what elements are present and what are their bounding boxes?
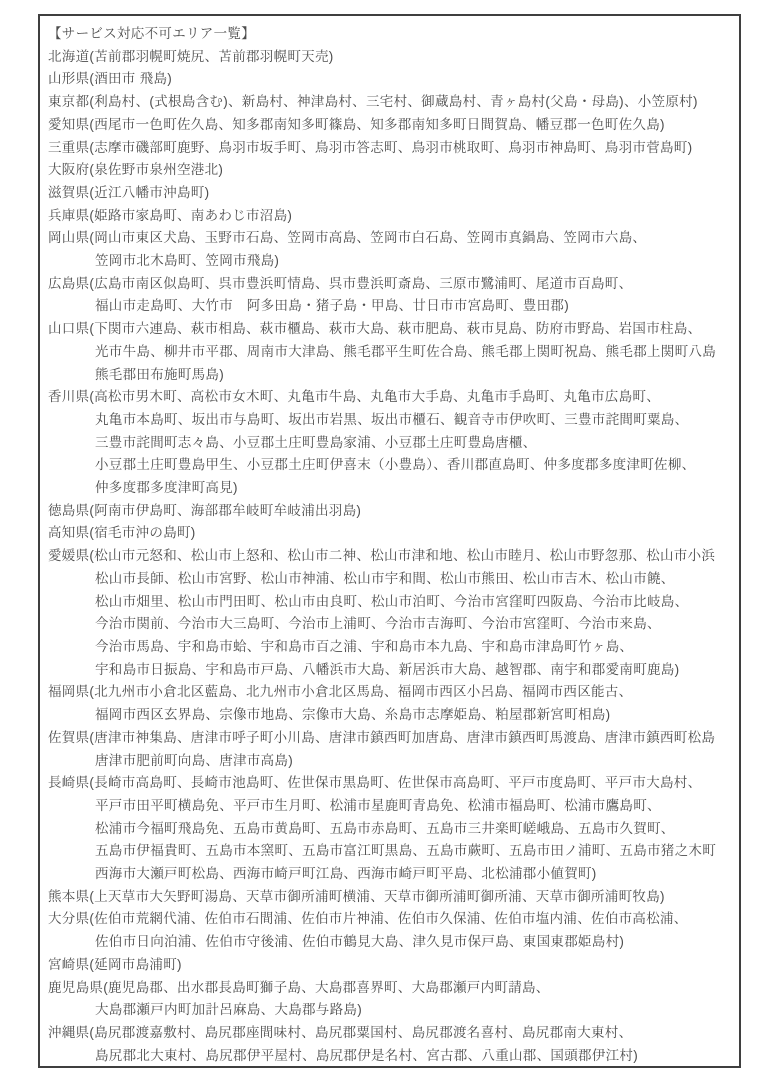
area-line-prefecture: 宮崎県(延岡市島浦町) bbox=[48, 956, 182, 972]
area-line-continuation: 大島郡瀬戸内町加計呂麻島、大島郡与路島) bbox=[95, 1002, 362, 1018]
area-line-continuation: 今治市関前、今治市大三島町、今治市上浦町、今治市吉海町、今治市宮窪町、今治市来島、 bbox=[95, 616, 661, 632]
area-line-continuation: 三豊市詫間町志々島、小豆郡土庄町豊島家浦、小豆郡土庄町豊島唐櫃、 bbox=[95, 434, 537, 450]
area-line-continuation: 西海市大瀬戸町松島、西海市崎戸町江島、西海市崎戸町平島、北松浦郡小値賀町) bbox=[95, 866, 597, 882]
area-line-prefecture: 香川県(高松市男木町、高松市女木町、丸亀市牛島、丸亀市大手島、丸亀市手島町、丸亀市広島町、 bbox=[48, 389, 660, 405]
area-line-prefecture: 鹿児島県(鹿児島郡、出水郡長島町獅子島、大島郡喜界町、大島郡瀬戸内町請島、 bbox=[48, 979, 550, 995]
area-line-prefecture: 山口県(下関市六連島、萩市相島、萩市櫃島、萩市大島、萩市肥島、萩市見島、防府市野島、岩国市柱島、 bbox=[48, 321, 702, 337]
area-line-continuation: 仲多度郡多度津町高見) bbox=[95, 480, 238, 496]
area-line-continuation: 光市牛島、柳井市平郡、周南市大津島、熊毛郡平生町佐合島、熊毛郡上関町祝島、熊毛郡上関町八島 bbox=[95, 343, 716, 359]
area-line-continuation: 宇和島市日振島、宇和島市戸島、八幡浜市大島、新居浜市大島、越智郡、南宇和郡愛南町鹿島) bbox=[95, 661, 680, 677]
page-title: 【サービス対応不可エリア一覧】 bbox=[48, 26, 255, 41]
area-line-prefecture: 兵庫県(姫路市家島町、南あわじ市沼島) bbox=[48, 207, 293, 223]
area-line-continuation: 丸亀市本島町、坂出市与島町、坂出市岩黒、坂出市櫃石、観音寺市伊吹町、三豊市詫間町粟島、 bbox=[95, 411, 689, 427]
area-line-prefecture: 長崎県(長崎市高島町、長崎市池島町、佐世保市黒島町、佐世保市高島町、平戸市度島町、平戸市大島村、 bbox=[48, 775, 702, 791]
service-unavailable-area-document bbox=[38, 14, 741, 1068]
area-line-continuation: 佐伯市日向泊浦、佐伯市守後浦、佐伯市鶴見大島、津久見市保戸島、東国東郡姫島村) bbox=[95, 934, 625, 950]
area-line-continuation: 松浦市今福町飛島免、五島市黄島町、五島市赤島町、五島市三井楽町嵯峨島、五島市久賀町、 bbox=[95, 820, 675, 836]
area-line-continuation: 松山市長師、松山市宮野、松山市神浦、松山市宇和間、松山市熊田、松山市吉木、松山市饒、 bbox=[95, 570, 675, 586]
area-line-prefecture: 熊本県(上天草市大矢野町湯島、天草市御所浦町横浦、天草市御所浦町御所浦、天草市御所浦町牧島) bbox=[48, 888, 665, 904]
area-line-continuation: 小豆郡土庄町豊島甲生、小豆郡土庄町伊喜末（小豊島）、香川郡直島町、仲多度郡多度津町佐柳、 bbox=[95, 457, 696, 473]
area-line-prefecture: 三重県(志摩市磯部町鹿野、鳥羽市坂手町、鳥羽市答志町、鳥羽市桃取町、鳥羽市神島町、鳥羽市菅島町) bbox=[48, 139, 693, 155]
area-line-prefecture: 大分県(佐伯市荒網代浦、佐伯市石間浦、佐伯市片神浦、佐伯市久保浦、佐伯市塩内浦、佐伯市高松浦、 bbox=[48, 911, 688, 927]
area-line-prefecture: 大阪府(泉佐野市泉州空港北) bbox=[48, 162, 224, 178]
area-line-prefecture: 岡山県(岡山市東区犬島、玉野市石島、笠岡市高島、笠岡市白石島、笠岡市真鍋島、笠岡市六島、 bbox=[48, 230, 647, 246]
area-line-prefecture: 山形県(酒田市 飛島) bbox=[48, 71, 173, 87]
area-line-prefecture: 沖縄県(島尻郡渡嘉敷村、島尻郡座間味村、島尻郡粟国村、島尻郡渡名喜村、島尻郡南大東村、 bbox=[48, 1024, 633, 1040]
area-line-prefecture: 北海道(苫前郡羽幌町焼尻、苫前郡羽幌町天売) bbox=[48, 48, 334, 64]
area-line-prefecture: 高知県(宿毛市沖の島町) bbox=[48, 525, 196, 541]
area-line-continuation: 熊毛郡田布施町馬島) bbox=[95, 366, 224, 382]
area-line-prefecture: 佐賀県(唐津市神集島、唐津市呼子町小川島、唐津市鎮西町加唐島、唐津市鎮西町馬渡島、唐津市鎮西町松島 bbox=[48, 729, 716, 745]
area-line-continuation: 唐津市肥前町向島、唐津市高島) bbox=[95, 752, 293, 768]
area-line-continuation: 今治市馬島、宇和島市蛤、宇和島市百之浦、宇和島市本九島、宇和島市津島町竹ヶ島、 bbox=[95, 638, 634, 654]
area-line-prefecture: 愛知県(西尾市一色町佐久島、知多郡南知多町篠島、知多郡南知多町日間賀島、幡豆郡一色町佐久島) bbox=[48, 116, 665, 132]
area-line-prefecture: 愛媛県(松山市元怒和、松山市上怒和、松山市二神、松山市津和地、松山市睦月、松山市野忽那、松山市小浜 bbox=[48, 548, 716, 564]
area-line-prefecture: 徳島県(阿南市伊島町、海部郡牟岐町牟岐浦出羽島) bbox=[48, 502, 362, 518]
area-line-continuation: 笠岡市北木島町、笠岡市飛島) bbox=[95, 253, 280, 269]
area-line-continuation: 福岡市西区玄界島、宗像市地島、宗像市大島、糸島市志摩姫島、粕屋郡新宮町相島) bbox=[95, 707, 611, 723]
area-list bbox=[48, 46, 733, 1068]
area-line-prefecture: 福岡県(北九州市小倉北区藍島、北九州市小倉北区馬島、福岡市西区小呂島、福岡市西区能古、 bbox=[48, 684, 633, 700]
area-line-continuation: 平戸市田平町横島免、平戸市生月町、松浦市星鹿町青島免、松浦市福島町、松浦市鷹島町、 bbox=[95, 797, 661, 813]
area-line-prefecture: 広島県(広島市南区似島町、呉市豊浜町情島、呉市豊浜町斎島、三原市鷺浦町、尾道市百島町、 bbox=[48, 275, 633, 291]
area-line-continuation: 島尻郡北大東村、島尻郡伊平屋村、島尻郡伊是名村、宮古郡、八重山郡、国頭郡伊江村) bbox=[95, 1047, 638, 1063]
area-line-continuation: 福山市走島町、大竹市 阿多田島・猪子島・甲島、廿日市市宮島町、豊田郡) bbox=[95, 298, 569, 314]
area-line-prefecture: 滋賀県(近江八幡市沖島町) bbox=[48, 184, 210, 200]
area-line-prefecture: 東京都(利島村、(式根島含む)、新島村、神津島村、三宅村、御蔵島村、青ヶ島村(父島・母島)、小笠原村) bbox=[48, 94, 698, 110]
area-line-continuation: 五島市伊福貴町、五島市本窯町、五島市富江町黒島、五島市蕨町、五島市田ノ浦町、五島市猪之木町 bbox=[95, 843, 716, 859]
area-line-continuation: 松山市畑里、松山市門田町、松山市由良町、松山市泊町、今治市宮窪町四阪島、今治市比岐島、 bbox=[95, 593, 689, 609]
